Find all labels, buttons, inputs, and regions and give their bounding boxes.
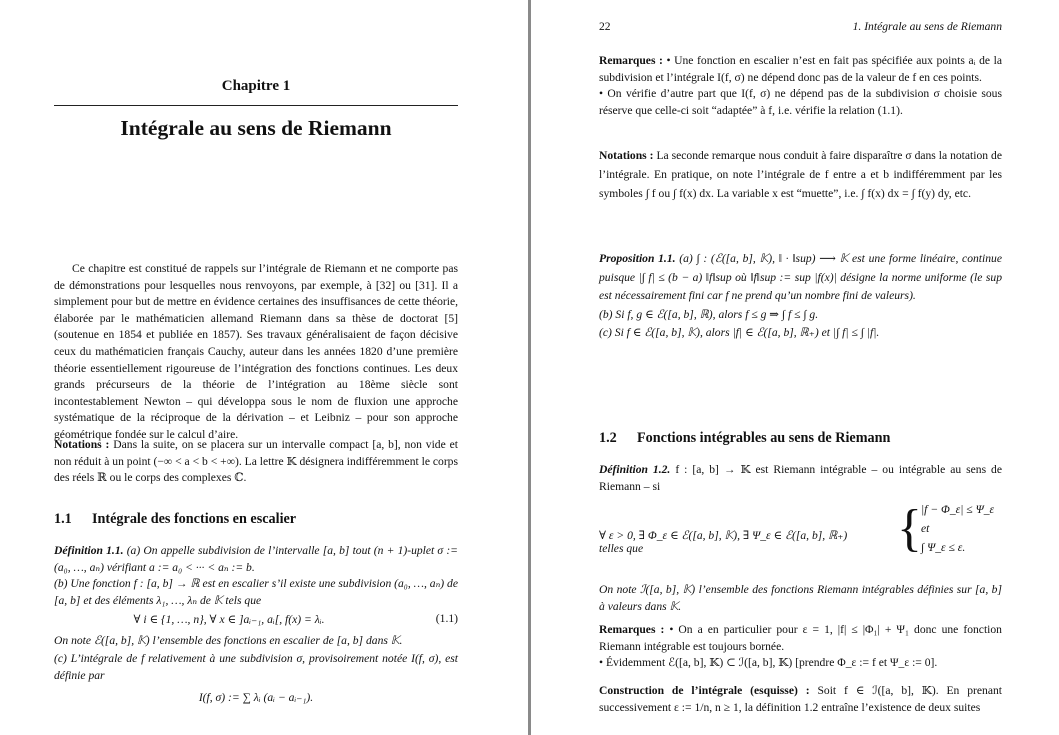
notations-right-text: La seconde remarque nous conduit à faire disparaître σ dans la notation de l’intégrale. En pratique, on note l’intégrale de f entre a et b indifféremment par les symboles ∫ f ou ∫ f(x) dx. La variable x est “muette”, i.e. ∫ f(x) dx = ∫ f(y) dy, etc.: [599, 149, 1002, 200]
proposition-b: (b) Si f, g ∈ ℰ([a, b], ℝ), alors f ≤ g ⇒ ∫ f ≤ ∫ g.: [599, 307, 819, 321]
proposition-c: (c) Si f ∈ ℰ([a, b], 𝕂), alors |f| ∈ ℰ([a, b], ℝ₊) et |∫ f| ≤ ∫ |f|.: [599, 326, 880, 340]
definition-2-condition: ∀ ε > 0, ∃ Φ_ε ∈ ℰ([a, b], 𝕂), ∃ Ψ_ε ∈ ℰ([a, b], ℝ₊) telles que: [599, 529, 848, 555]
remarks-2-a: • On a en particulier pour ε = 1, |f| ≤ |Φ₁| + Ψ₁ donc une fonction Riemann intégrable est toujours bornée.: [599, 623, 1002, 653]
equation-integral-definition: I(f, σ) := ∑ λᵢ (aᵢ − aᵢ₋₁).: [198, 691, 314, 704]
construction-text: Soit f ∈ ℐ([a, b], 𝕂). En prenant successivement ε := 1/n, n ≥ 1, la définition 1.2 entraîne l’existence de deux suites: [599, 684, 1002, 714]
section-title: Intégrale des fonctions en escalier: [92, 511, 297, 527]
brace-line-2: et: [921, 522, 930, 535]
definition-2-brace: {: [897, 500, 922, 557]
left-page: [0, 0, 528, 735]
equation-1-1-number: (1.1): [435, 612, 458, 625]
section-number: 1.1: [54, 511, 72, 527]
notations-text: Dans la suite, on se placera sur un intervalle compact [a, b], non vide et non réduit à un point (−∞ < a < b < +∞). La lettre 𝕂 désignera indifféremment le corps des réels ℝ ou le corps des complexes ℂ.: [54, 438, 458, 485]
remarks-2: [599, 622, 1002, 672]
remarks-1-a: • Une fonction en escalier n’est en fait pas spécifiée aux points aᵢ de la subdivision et l’intégrale I(f, σ) ne dépend donc pas de la valeur de f en ces points.: [599, 54, 1002, 84]
remarks-2-b: • Évidemment ℰ([a, b], 𝕂) ⊂ ℐ([a, b], 𝕂) [prendre Φ_ε := f et Ψ_ε := 0].: [599, 656, 938, 670]
right-page: [531, 0, 1059, 735]
definition-a-text: (a) On appelle subdivision de l’intervalle [a, b] tout (n + 1)-uplet σ := (a₀, …, aₙ) vérifiant a := a₀ < ··· < aₙ := b.: [54, 544, 458, 574]
section-2-title: Fonctions intégrables au sens de Riemann: [637, 430, 891, 446]
notations-right-label: Notations :: [599, 149, 654, 162]
remarks-2-label: Remarques :: [599, 623, 665, 636]
running-head: 1. Intégrale au sens de Riemann: [852, 20, 1002, 33]
section-2-number: 1.2: [599, 430, 617, 446]
section-heading-1-2: [599, 430, 1002, 447]
proposition-1-1: [599, 250, 1002, 343]
definition-note: On note ℰ([a, b], 𝕂) l’ensemble des fonctions en escalier de [a, b] dans 𝕂.: [54, 634, 403, 647]
brace-line-1: |f − Φ_ε| ≤ Ψ_ε: [921, 503, 995, 516]
definition-2-label: Définition 1.2.: [599, 463, 671, 476]
remarks-1-label: Remarques :: [599, 54, 663, 67]
remarks-1: [599, 53, 1002, 119]
proposition-a: (a) ∫ : (ℰ([a, b], 𝕂), ‖ · ‖sup) ⟶ 𝕂 est une forme linéaire, continue puisque |∫ f| ≤ (b − a) ‖f‖sup où ‖f‖sup := sup |f(x)| désigne la norme uniforme (le sup est nécessairement fini car f ne prend qu’un nombre fini de valeurs).: [599, 252, 1002, 303]
section-heading-1-1: [54, 511, 458, 528]
notations-paragraph: [54, 437, 458, 487]
chapter-rule: [54, 105, 458, 106]
remarks-1-b: • On vérifie d’autre part que I(f, σ) ne dépend pas de la subdivision σ choisie sous réserve que celle-ci soit “adaptée” à f, i.e. vérifie la relation (1.1).: [599, 87, 1002, 117]
definition-2-text: f : [a, b] → 𝕂 est Riemann intégrable – ou intégrable au sens de Riemann – si: [599, 463, 1002, 493]
construction-label: Construction de l’intégrale (esquisse) :: [599, 684, 810, 697]
construction-paragraph: [599, 683, 1002, 716]
definition-1-1-a: [54, 543, 458, 576]
definition-1-1-b: (b) Une fonction f : [a, b] → ℝ est en escalier s’il existe une subdivision (a₀, …, aₙ) de [a, b] et des éléments λ₁, …, λₙ de 𝕂 tels que: [54, 577, 458, 607]
notations-paragraph-right: [599, 146, 1002, 203]
definition-2-conditions: [921, 500, 994, 557]
definition-2-note: On note ℐ([a, b], 𝕂) l’ensemble des fonctions Riemann intégrables définies sur [a, b] à valeurs dans 𝕂.: [599, 583, 1002, 613]
brace-line-3: ∫ Ψ_ε ≤ ε.: [921, 541, 966, 554]
equation-1-1: ∀ i ∈ {1, …, n}, ∀ x ∈ ]aᵢ₋₁, aᵢ[, f(x) = λᵢ.: [133, 613, 325, 626]
notations-label: Notations :: [54, 438, 110, 451]
proposition-label: Proposition 1.1.: [599, 252, 676, 265]
chapter-title: Intégrale au sens de Riemann: [120, 116, 392, 140]
chapter-label: Chapitre 1: [221, 78, 291, 94]
definition-label: Définition 1.1.: [54, 544, 124, 557]
page-number: 22: [599, 20, 611, 33]
definition-1-1-c: (c) L’intégrale de f relativement à une subdivision σ, provisoirement notée I(f, σ), est définie par: [54, 652, 458, 682]
definition-1-2: [599, 462, 1002, 495]
intro-paragraph: Ce chapitre est constitué de rappels sur l’intégrale de Riemann et ne comporte pas de démonstrations pour lesquelles nous renvoyons, par exemple, à [32] ou [31]. Il a simplement pour but de mettre en évidence certaines des insuffisances de cette théorie, élaborée par le mathématicien allemand Riemann dans sa thèse de doctorat [5] (soutenue en 1854 et publiée en 1857). Ses travaux généralisaient de façon décisive ceux du mathématicien français Cauchy, auteur dans les années 1820 d’une première théorie essentiellement rigoureuse de l’intégration des fonctions continues. Les deux grands précurseurs de la théorie de l’intégration au 18ème siècle sont incontestablement Newton – qui développa sous le nom de fluxion une approche systématique de la réciproque de la dérivation – et Leibniz – pour son approche géométrique fondée sur le calcul d’aire.: [54, 262, 458, 441]
